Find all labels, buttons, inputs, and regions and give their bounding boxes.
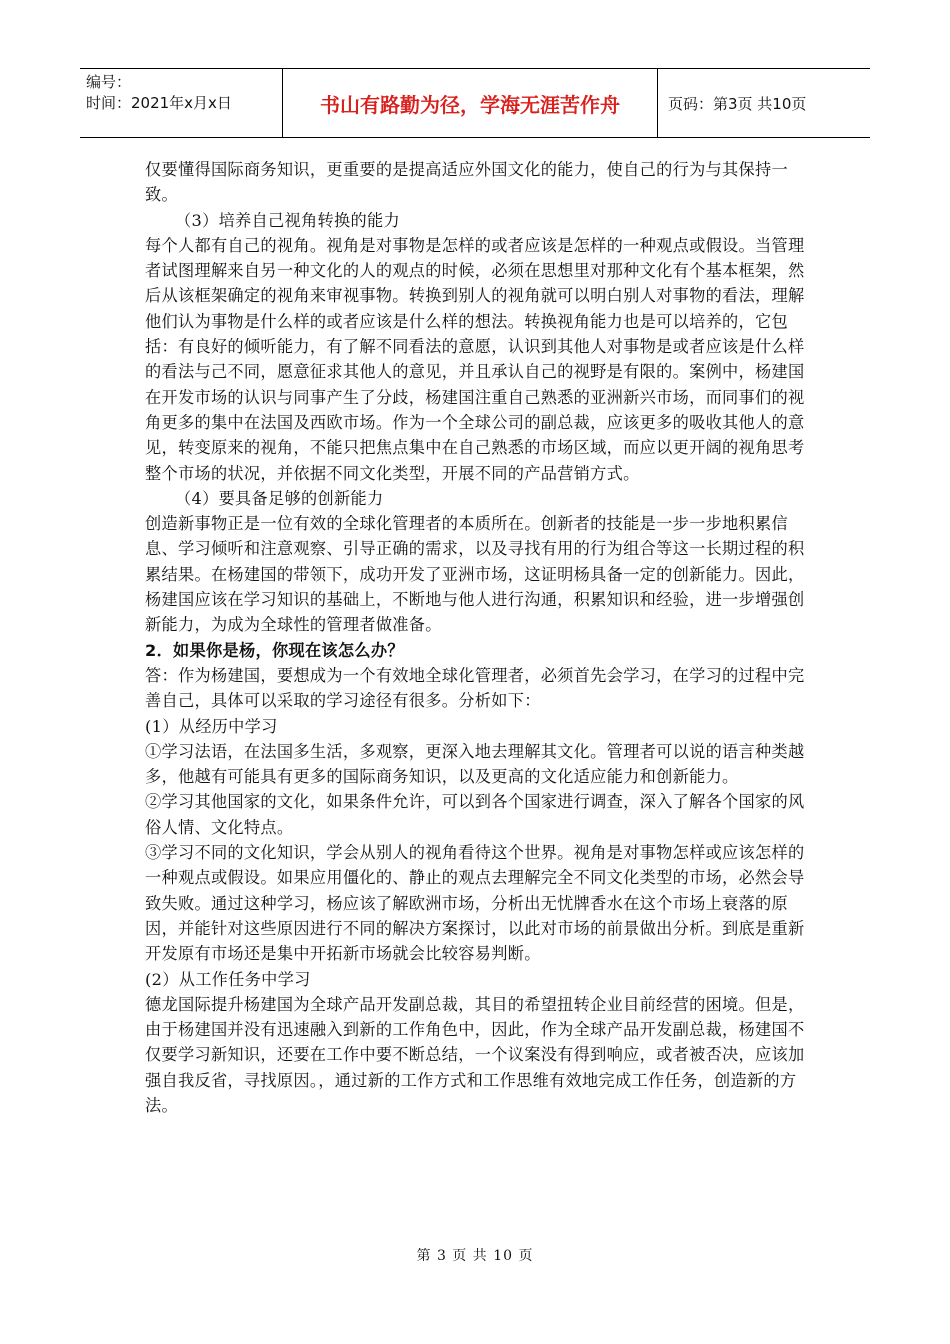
paragraph: 仅要懂得国际商务知识，更重要的是提高适应外国文化的能力，使自己的行为与其保持一致。	[145, 160, 789, 205]
header-page-info: 页码：第3页 共10页	[668, 94, 807, 113]
section-heading: （3）培养自己视角转换的能力	[175, 210, 400, 230]
paragraph: 德龙国际提升杨建国为全球产品开发副总裁，其目的希望扭转企业目前经营的困境。但是，由于杨建国并没有迅速融入到新的工作角色中，因此，作为全球产品开发副总裁，杨建国不仅要学习新知识，还要在工作中要不断总结，一个议案没有得到响应，或者被否决，应该加强自我反省，寻找原因。，通过新的工作方式和工作思维有效地完成工作任务，创造新的方法。	[145, 994, 805, 1115]
list-item: ①学习法语，在法国多生活，多观察，更深入地去理解其文化。管理者可以说的语言种类越多，他越有可能具有更多的国际商务知识，以及更高的文化适应能力和创新能力。	[145, 741, 805, 787]
section-heading: (1）从经历中学习	[145, 716, 278, 736]
page-footer: 第 3 页 共 10 页	[416, 1248, 534, 1264]
list-item: ②学习其他国家的文化，如果条件允许，可以到各个国家进行调查，深入了解各个国家的风俗人情、文化特点。	[145, 792, 805, 837]
paragraph: 答：作为杨建国，要想成为一个有效地全球化管理者，必须首先会学习，在学习的过程中完善自己，具体可以采取的学习途径有很多。分析如下：	[145, 665, 805, 711]
document-date: 时间：2021年x月x日	[86, 94, 232, 112]
question-heading: 2．如果你是杨，你现在该怎么办？	[145, 640, 404, 660]
document-body	[145, 157, 805, 1118]
paragraph: 创造新事物正是一位有效的全球化管理者的本质所在。创新者的技能是一步一步地积累信息、学习倾听和注意观察、引导正确的需求，以及寻找有用的行为组合等这一长期过程的积累结果。在杨建国的带领下，成功开发了亚洲市场，这证明杨具备一定的创新能力。因此，杨建国应该在学习知识的基础上，不断地与他人进行沟通，积累知识和经验，进一步增强创新能力，为成为全球性的管理者做准备。	[145, 514, 805, 635]
header-motto: 书山有路勤为径，学海无涯苦作舟	[283, 69, 658, 137]
header-meta	[80, 69, 283, 137]
document-number: 编号：	[86, 73, 132, 91]
list-item: ③学习不同的文化知识，学会从别人的视角看待这个世界。视角是对事物怎样或应该怎样的一种观点或假设。如果应用僵化的、静止的观点去理解完全不同文化类型的市场，必然会导致失败。通过这种学习，杨应该了解欧洲市场，分析出无忧牌香水在这个市场上衰落的原因，并能针对这些原因进行不同的解决方案探讨，以此对市场的前景做出分析。到底是重新开发原有市场还是集中开拓新市场就会比较容易判断。	[145, 843, 805, 964]
section-heading: （4）要具备足够的创新能力	[175, 488, 384, 508]
paragraph: 每个人都有自己的视角。视角是对事物是怎样的或者应该是怎样的一种观点或假设。当管理者试图理解来自另一种文化的人的观点的时候，必须在思想里对那种文化有个基本框架，然后从该框架确定的视角来审视事物。转换到别人的视角就可以明白别人对事物的看法，理解他们认为事物是什么样的或者应该是什么样的想法。转换视角能力也是可以培养的，它包括：有良好的倾听能力，有了解不同看法的意愿，认识到其他人对事物是或者应该是什么样的看法与己不同，愿意征求其他人的意见，并且承认自己的视野是有限的。案例中，杨建国在开发市场的认识与同事产生了分歧，杨建国注重自己熟悉的亚洲新兴市场，而同事们的视角更多的集中在法国及西欧市场。作为一个全球公司的副总裁，应该更多的吸收其他人的意见，转变原来的视角，不能只把焦点集中在自己熟悉的市场区域，而应以更开阔的视角思考整个市场的状况，并依据不同文化类型，开展不同的产品营销方式。	[145, 235, 805, 483]
page-header	[80, 68, 870, 138]
section-heading: (2）从工作任务中学习	[145, 969, 311, 989]
